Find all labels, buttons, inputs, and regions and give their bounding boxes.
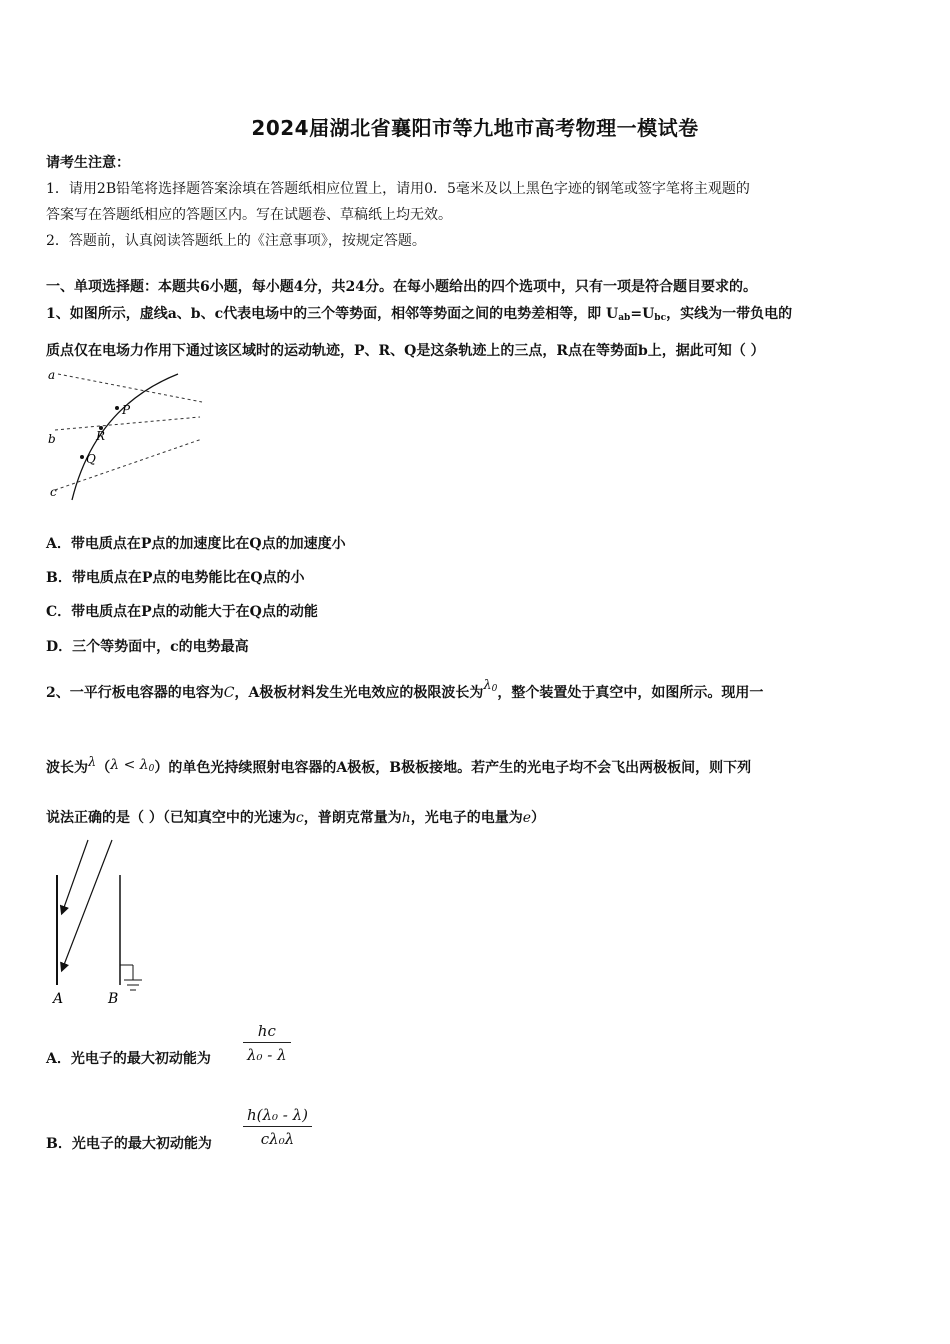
q2-stem-line-1: 2、一平行板电容器的电容为C，A极板材料发生光电效应的极限波长为$\lambda_0$，整个装置处于真空中，如图所示。现用一 (46, 678, 764, 701)
q1-field-figure (40, 362, 220, 507)
q1-option-c: C．带电质点在P点的动能大于在Q点的动能 (46, 604, 318, 620)
q1-option-d: D．三个等势面中，c的电势最高 (46, 639, 249, 655)
q2-stem-line-2: 波长为$\lambda(\lambda < \lambda_0)$的单色光持续照射电容器的A极板，B极板接地。若产生的光电子均不会飞出两极板间，则下列 (46, 755, 752, 776)
q2-option-a-fraction: $\frac{hc}{\text{λ₀ - λ}}$ (243, 1022, 291, 1064)
figure-label-Q: Q (86, 452, 96, 466)
figure-label-P: P (122, 403, 131, 417)
q2-stem-line-3: 说法正确的是（ ）（已知真空中的光速为c，普朗克常量为h，光电子的电量为e） (46, 810, 546, 826)
q1-option-a: A．带电质点在P点的加速度比在Q点的加速度小 (46, 536, 346, 552)
figure-label-R: R (96, 429, 106, 443)
notice-item-2: 2．答题前，认真阅读答题纸上的《注意事项》，按规定答题。 (46, 233, 426, 249)
q2-option-b: B．光电子的最大初动能为 (46, 1136, 212, 1152)
q2-capacitor-figure (40, 835, 160, 1015)
q2-option-a: A．光电子的最大初动能为 (46, 1051, 211, 1067)
notice-item-1-line-2: 答案写在答题纸相应的答题区内。写在试题卷、草稿纸上均无效。 (46, 207, 452, 223)
q1-option-b: B．带电质点在P点的电势能比在Q点的小 (46, 570, 305, 586)
figure-label-A: A (53, 991, 64, 1007)
q1-stem-line-2: 质点仅在电场力作用下通过该区域时的运动轨迹，P、R、Q是这条轨迹上的三点，R点在等势面b上，据此可知（ ） (46, 343, 765, 359)
figure-label-B: B (108, 991, 119, 1007)
notice-heading: 请考生注意： (46, 155, 130, 171)
section-1-heading: 一、单项选择题：本题共6小题，每小题4分，共24分。在每小题给出的四个选项中，只有一项是符合题目要求的。 (46, 279, 757, 295)
q2-option-b-fraction: $\frac{\text{h(λ₀ - λ)}}{\text{cλ₀λ}}$ (243, 1106, 312, 1148)
q1-stem-line-1: 1、如图所示，虚线a、b、c代表电场中的三个等势面，相邻等势面之间的电势差相等，即 $U_{ab}=U_{bc}$，实线为一带负电的 (46, 306, 793, 323)
notice-item-1-line-1: 1．请用2B铅笔将选择题答案涂填在答题纸相应位置上，请用0．5毫米及以上黑色字迹的钢笔或签字笔将主观题的 (46, 181, 750, 197)
page-title: 2024届湖北省襄阳市等九地市高考物理一模试卷 (251, 116, 699, 140)
figure-label-b: b (48, 432, 56, 446)
figure-label-c: c (50, 485, 57, 499)
figure-label-a: a (48, 368, 56, 382)
